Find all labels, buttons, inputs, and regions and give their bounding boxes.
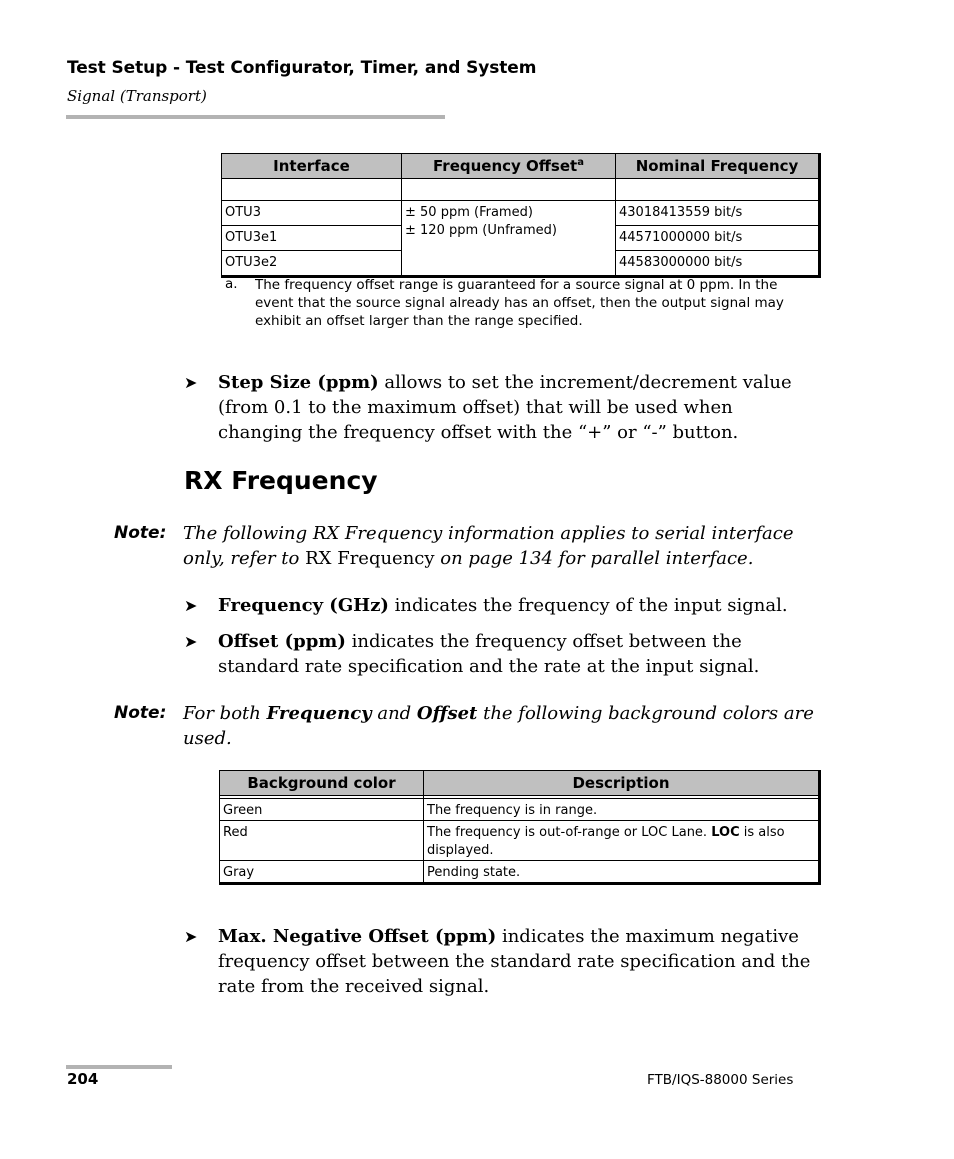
description-cell: The frequency is in range. bbox=[424, 799, 820, 821]
product-series: FTB/IQS-88000 Series bbox=[647, 1072, 794, 1088]
note-label: Note: bbox=[114, 703, 167, 723]
interface-cell: OTU3 bbox=[222, 201, 402, 226]
footnote-letter: a. bbox=[225, 276, 238, 292]
footnote-text: The frequency offset range is guaranteed for a source signal at 0 ppm. In the event that the source signal already has an offset, then the output signal may exhibit an offset larger than the range specified. bbox=[255, 277, 784, 329]
interface-frequency-table bbox=[221, 153, 821, 278]
color-cell: Red bbox=[220, 821, 424, 861]
table-row bbox=[220, 799, 820, 821]
table-header-row bbox=[222, 154, 820, 179]
nominal-frequency-cell: 44571000000 bit/s bbox=[616, 226, 820, 251]
bullet-arrow-icon: ➤ bbox=[184, 632, 198, 651]
footnote-marker: a bbox=[577, 157, 584, 168]
column-header-nominal-frequency: Nominal Frequency bbox=[616, 154, 820, 179]
bullet-arrow-icon: ➤ bbox=[184, 373, 198, 392]
background-color-table bbox=[219, 770, 821, 885]
column-header-description: Description bbox=[424, 771, 820, 796]
bullet-text: indicates the frequency offset between the standard rate specification and the rate at the input signal. bbox=[218, 631, 760, 677]
table-row bbox=[220, 821, 820, 861]
offset-unframed: ± 120 ppm (Unframed) bbox=[405, 223, 557, 238]
column-header-frequency-offset: Frequency Offset$^a$ bbox=[402, 154, 616, 179]
nominal-frequency-cell: 44583000000 bit/s bbox=[616, 251, 820, 277]
table-row bbox=[222, 201, 820, 226]
color-cell: Gray bbox=[220, 861, 424, 884]
page-header-title: Test Setup - Test Configurator, Timer, and System bbox=[67, 58, 537, 78]
table-row bbox=[220, 861, 820, 884]
header-divider bbox=[66, 115, 445, 119]
interface-cell: OTU3e1 bbox=[222, 226, 402, 251]
bullet-text: indicates the frequency of the input signal. bbox=[388, 595, 788, 616]
nominal-frequency-cell: 43018413559 bit/s bbox=[616, 201, 820, 226]
footer-divider bbox=[66, 1065, 172, 1069]
bullet-arrow-icon: ➤ bbox=[184, 596, 198, 615]
bullet-term: Offset (ppm) bbox=[218, 631, 346, 652]
cross-reference-link[interactable]: RX Frequency bbox=[305, 548, 435, 569]
color-cell: Green bbox=[220, 799, 424, 821]
description-cell: Pending state. bbox=[424, 861, 820, 884]
bullet-term: Max. Negative Offset (ppm) bbox=[218, 926, 497, 947]
bullet-term: Step Size (ppm) bbox=[218, 372, 379, 393]
bullet-text: indicates the maximum negative frequency offset between the standard rate specification and the rate from the received signal. bbox=[218, 926, 811, 997]
bullet-text: allows to set the increment/decrement value (from 0.1 to the maximum offset) that will be used when changing the frequency offset with the “+” or “-” button. bbox=[218, 372, 792, 443]
column-header-interface: Interface bbox=[222, 154, 402, 179]
section-title: RX Frequency bbox=[184, 466, 378, 495]
column-header-background-color: Background color bbox=[220, 771, 424, 796]
page-number: 204 bbox=[67, 1070, 99, 1088]
table-header-row bbox=[220, 771, 820, 796]
bullet-arrow-icon: ➤ bbox=[184, 927, 198, 946]
description-cell: The frequency is out-of-range or LOC Lane. LOC is also displayed. bbox=[424, 821, 820, 861]
interface-cell: OTU3e2 bbox=[222, 251, 402, 277]
bullet-term: Frequency (GHz) bbox=[218, 595, 389, 616]
page-header-subtitle: Signal (Transport) bbox=[67, 87, 207, 105]
offset-framed: ± 50 ppm (Framed) bbox=[405, 205, 533, 220]
frequency-offset-cell bbox=[402, 201, 616, 277]
note-label: Note: bbox=[114, 523, 167, 543]
